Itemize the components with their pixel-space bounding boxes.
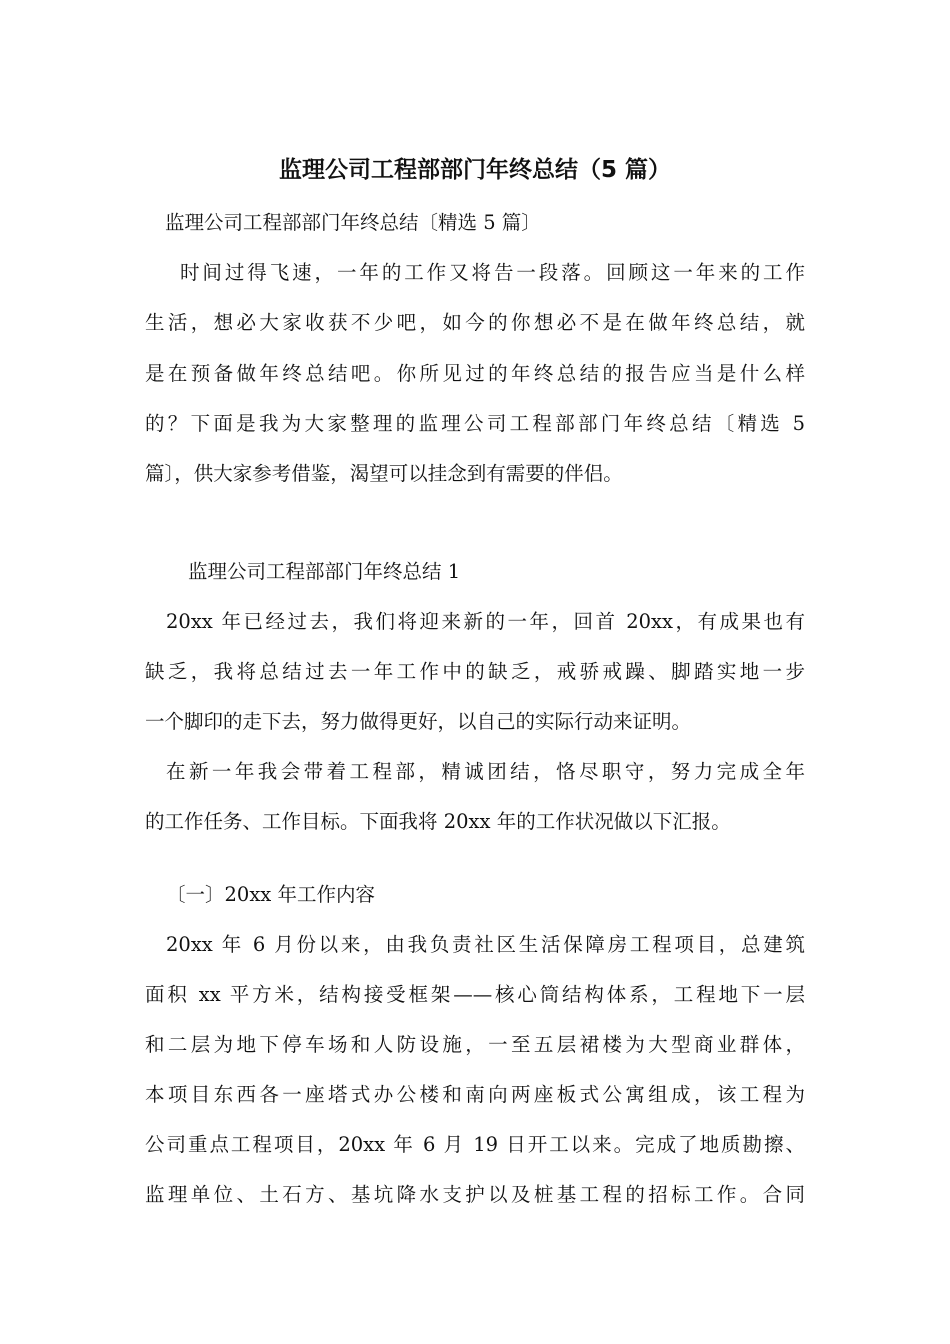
paragraph-line: 面积 xx 平方米，结构接受框架——核心筒结构体系，工程地下一层 <box>145 983 805 1006</box>
paragraph-line: 本项目东西各一座塔式办公楼和南向两座板式公寓组成，该工程为 <box>145 1083 805 1106</box>
intro-line: 篇〕，供大家参考借鉴，渴望可以挂念到有需要的伴侣。 <box>145 462 623 485</box>
paragraph-line: 的工作任务、工作目标。下面我将 20xx 年的工作状况做以下汇报。 <box>145 810 731 833</box>
document-title: 监理公司工程部部门年终总结（5 篇） <box>278 157 671 183</box>
document-subtitle: 监理公司工程部部门年终总结〔精选 5 篇〕 <box>165 211 541 234</box>
paragraph-line: 在新一年我会带着工程部，精诚团结，恪尽职守，努力完成全年 <box>166 760 805 783</box>
paragraph-line: 一个脚印的走下去，努力做得更好，以自己的实际行动来证明。 <box>145 710 692 733</box>
paragraph-line: 20xx 年 6 月份以来，由我负责社区生活保障房工程项目，总建筑 <box>166 933 805 956</box>
paragraph-line: 和二层为地下停车场和人防设施，一至五层裙楼为大型商业群体， <box>145 1033 805 1056</box>
subheading: 〔一〕20xx 年工作内容 <box>166 883 376 906</box>
paragraph-line: 监理单位、土石方、基坑降水支护以及桩基工程的招标工作。合同 <box>145 1183 805 1206</box>
intro-line: 是在预备做年终总结吧。你所见过的年终总结的报告应当是什么样 <box>145 362 805 385</box>
intro-line: 时间过得飞速，一年的工作又将告一段落。回顾这一年来的工作 <box>180 261 805 284</box>
paragraph-line: 公司重点工程项目，20xx 年 6 月 19 日开工以来。完成了地质勘擦、 <box>145 1133 805 1156</box>
paragraph-line: 20xx 年已经过去，我们将迎来新的一年，回首 20xx，有成果也有 <box>166 610 805 633</box>
intro-line: 的？下面是我为大家整理的监理公司工程部部门年终总结〔精选 5 <box>145 412 805 435</box>
intro-line: 生活，想必大家收获不少吧，如今的你想必不是在做年终总结，就 <box>145 311 805 334</box>
section-heading: 监理公司工程部部门年终总结 1 <box>188 560 461 583</box>
paragraph-line: 缺乏，我将总结过去一年工作中的缺乏，戒骄戒躁、脚踏实地一步 <box>145 660 805 683</box>
